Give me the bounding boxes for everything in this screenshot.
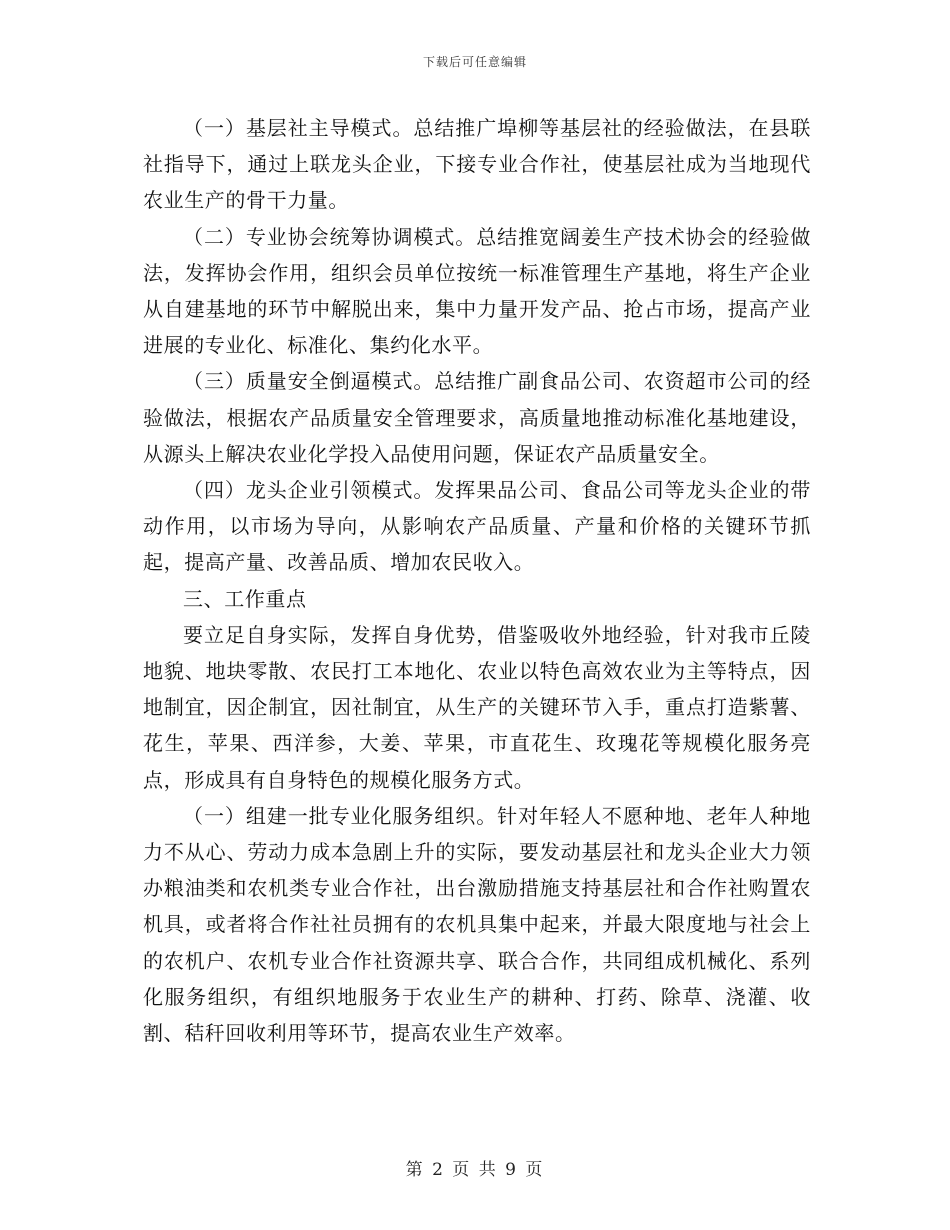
- paragraph-2: （二）专业协会统筹协调模式。总结推宽阔姜生产技术协会的经验做法，发挥协会作用，组织会员单位按统一标准管理生产基地，将生产企业从自建基地的环节中解脱出来，集中力量开发产品、抢占市场，提高产业进展的专业化、标准化、集约化水平。: [143, 224, 811, 358]
- paragraph-6: （一）组建一批专业化服务组织。针对年轻人不愿种地、老年人种地力不从心、劳动力成本急剧上升的实际，要发动基层社和龙头企业大力领办粮油类和农机类专业合作社，出台激励措施支持基层社和合作社购置农机具，或者将合作社社员拥有的农机具集中起来，并最大限度地与社会上的农机户、农机专业合作社资源共享、联合合作，共同组成机械化、系列化服务组织，有组织地服务于农业生产的耕种、打药、除草、浇灌、收割、秸秆回收利用等环节，提高农业生产效率。: [143, 803, 811, 1046]
- paragraph-4: （四）龙头企业引领模式。发挥果品公司、食品公司等龙头企业的带动作用，以市场为导向，从影响农产品质量、产量和价格的关键环节抓起，提高产量、改善品质、增加农民收入。: [143, 478, 811, 575]
- page-header: 下载后可任意编辑: [422, 55, 527, 69]
- paragraph-1: （一）基层社主导模式。总结推广埠柳等基层社的经验做法，在县联社指导下，通过上联龙头企业，下接专业合作社，使基层社成为当地现代农业生产的骨干力量。: [143, 116, 811, 213]
- page-number: 第 2 页 共 9 页: [405, 1160, 545, 1180]
- paragraph-5: 要立足自身实际，发挥自身优势，借鉴吸收外地经验，针对我市丘陵地貌、地块零散、农民打工本地化、农业以特色高效农业为主等特点，因地制宜，因企制宜，因社制宜，从生产的关键环节入手，重点打造紫薯、花生，苹果、西洋参，大姜、苹果，市直花生、玫瑰花等规模化服务亮点，形成具有自身特色的规模化服务方式。: [143, 622, 811, 792]
- section-heading: 三、工作重点: [183, 586, 307, 611]
- paragraph-3: （三）质量安全倒逼模式。总结推广副食品公司、农资超市公司的经验做法，根据农产品质量安全管理要求，高质量地推动标准化基地建设，从源头上解决农业化学投入品使用问题，保证农产品质量安全。: [143, 369, 811, 466]
- document-body: [143, 110, 811, 1051]
